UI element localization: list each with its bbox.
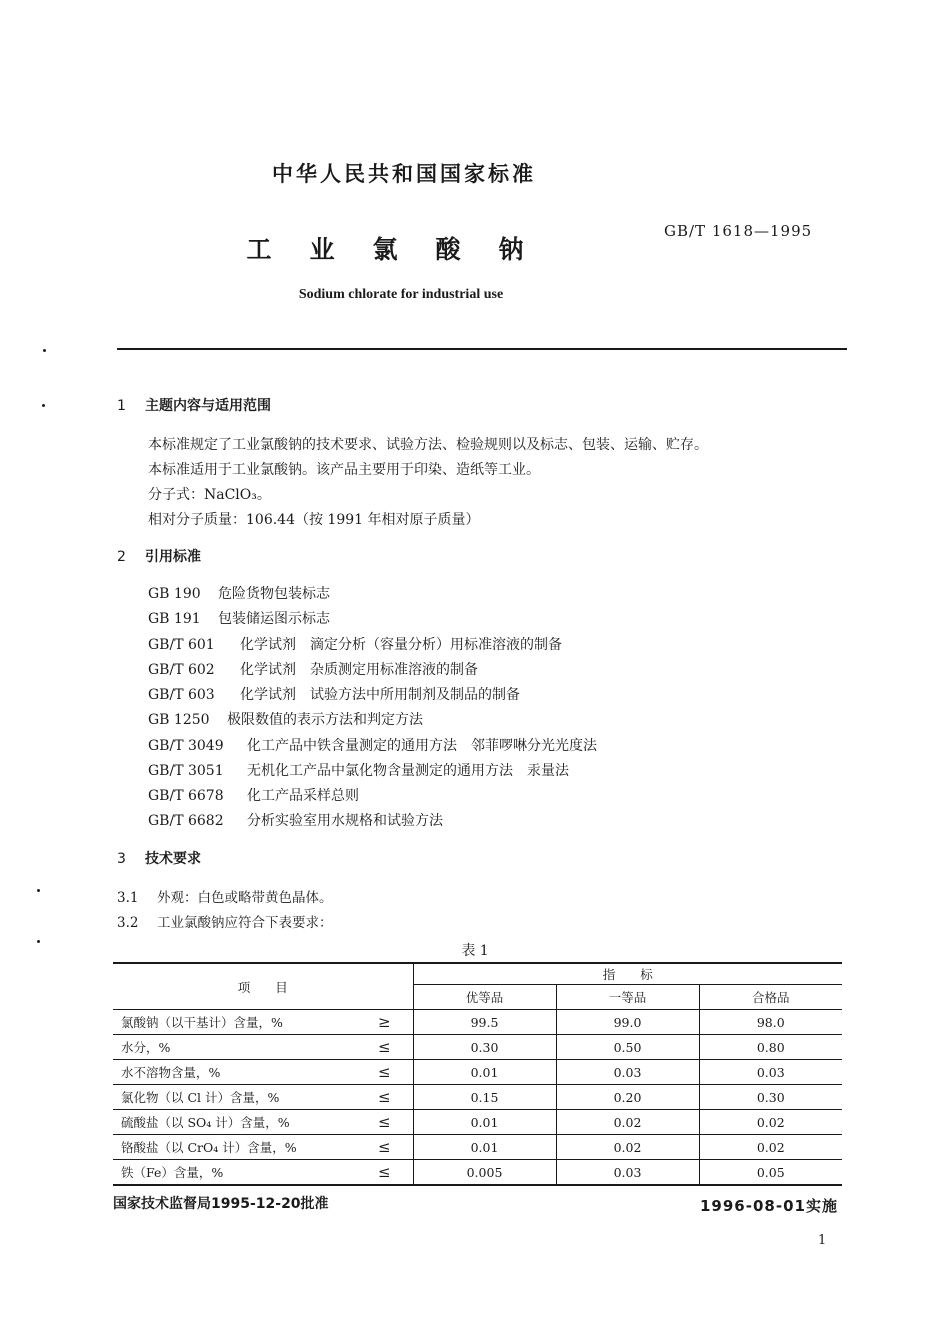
section-number: 2 (117, 549, 126, 565)
table-row (113, 1060, 842, 1085)
header-divider (117, 348, 847, 350)
reference-code: GB/T 603 (148, 687, 215, 703)
standard-code: GB/T 1618—1995 (664, 222, 813, 240)
clause-number: 3.2 (117, 915, 139, 931)
item-name: 硫酸盐（以 SO₄ 计）含量，% (121, 1115, 290, 1130)
index-header: 指 标 (413, 963, 842, 985)
relation-symbol: ≤ (377, 1163, 391, 1181)
scan-speck (37, 889, 40, 892)
reference-title: 包装储运图示标志 (218, 611, 330, 627)
section-1-line: 本标准适用于工业氯酸钠。该产品主要用于印染、造纸等工业。 (148, 462, 540, 478)
value-cell: 99.0 (556, 1010, 699, 1035)
value-cell: 0.50 (556, 1035, 699, 1060)
section-1-line: 相对分子质量：106.44（按 1991 年相对原子质量） (148, 512, 480, 528)
table-row (113, 1135, 842, 1160)
reference-item (148, 737, 597, 755)
reference-code: GB/T 6678 (148, 788, 224, 804)
value-cell: 0.02 (699, 1110, 842, 1135)
table-row (113, 1160, 842, 1186)
reference-title: 危险货物包装标志 (218, 586, 330, 602)
reference-code: GB/T 6682 (148, 813, 224, 829)
table-caption: 表 1 (461, 943, 489, 959)
relation-symbol: ≤ (377, 1038, 391, 1056)
grade-header: 合格品 (699, 985, 842, 1010)
scan-speck (43, 349, 46, 352)
section-number: 3 (117, 851, 126, 867)
reference-title: 无机化工产品中氯化物含量测定的通用方法 汞量法 (247, 763, 569, 779)
value-cell: 0.02 (556, 1135, 699, 1160)
reference-code: GB/T 3051 (148, 763, 224, 779)
value-cell: 0.03 (556, 1160, 699, 1186)
document-title-cn: 工业氯酸钠 (246, 235, 562, 264)
section-title: 引用标准 (145, 549, 201, 565)
reference-item (148, 686, 520, 704)
reference-code: GB/T 601 (148, 637, 215, 653)
item-name: 氯酸钠（以干基计）含量，% (121, 1015, 283, 1030)
reference-title: 分析实验室用水规格和试验方法 (247, 813, 443, 829)
page-number: 1 (818, 1233, 827, 1248)
item-name: 铁（Fe）含量，% (121, 1165, 224, 1180)
reference-item (148, 762, 569, 780)
value-cell: 0.80 (699, 1035, 842, 1060)
reference-title: 极限数值的表示方法和判定方法 (227, 712, 423, 728)
reference-item (148, 585, 330, 603)
value-cell: 0.05 (699, 1160, 842, 1186)
document-title-en: Sodium chlorate for industrial use (298, 287, 504, 302)
scan-speck (42, 404, 45, 407)
value-cell: 0.03 (699, 1060, 842, 1085)
reference-item (148, 711, 423, 729)
item-name: 氯化物（以 Cl 计）含量，% (121, 1090, 280, 1105)
section-title: 技术要求 (145, 851, 201, 867)
reference-title: 化学试剂 试验方法中所用制剂及制品的制备 (240, 687, 520, 703)
reference-code: GB 190 (148, 586, 201, 602)
value-cell: 0.01 (413, 1060, 556, 1085)
section-1-line: 分子式：NaClO₃。 (148, 487, 271, 503)
implementation-line: 1996-08-01实施 (700, 1197, 838, 1215)
section-1-heading (117, 395, 271, 415)
table-row (113, 1010, 842, 1035)
item-name: 水不溶物含量，% (121, 1065, 221, 1080)
grade-header: 一等品 (556, 985, 699, 1010)
grade-header: 优等品 (413, 985, 556, 1010)
national-standard-heading: 中华人民共和国国家标准 (272, 162, 536, 186)
reference-item (148, 812, 443, 830)
value-cell: 0.005 (413, 1160, 556, 1186)
section-2-heading (117, 546, 201, 566)
value-cell: 98.0 (699, 1010, 842, 1035)
value-cell: 0.15 (413, 1085, 556, 1110)
reference-code: GB/T 3049 (148, 738, 224, 754)
relation-symbol: ≥ (377, 1013, 391, 1031)
clause-3-1 (117, 886, 333, 906)
value-cell: 0.30 (699, 1085, 842, 1110)
clause-number: 3.1 (117, 890, 139, 906)
reference-title: 化工产品采样总则 (247, 788, 359, 804)
section-3-heading (117, 848, 201, 868)
item-name: 铬酸盐（以 CrO₄ 计）含量，% (121, 1140, 297, 1155)
spec-table (113, 962, 842, 1186)
value-cell: 0.30 (413, 1035, 556, 1060)
section-title: 主题内容与适用范围 (145, 398, 271, 414)
value-cell: 0.02 (699, 1135, 842, 1160)
reference-title: 化工产品中铁含量测定的通用方法 邻菲啰啉分光光度法 (247, 738, 597, 754)
item-header: 项 目 (237, 979, 288, 995)
table-row (113, 1110, 842, 1135)
reference-item (148, 610, 330, 628)
section-1-line: 本标准规定了工业氯酸钠的技术要求、试验方法、检验规则以及标志、包装、运输、贮存。 (148, 437, 708, 453)
section-number: 1 (117, 398, 126, 414)
value-cell: 0.01 (413, 1135, 556, 1160)
table-row (113, 1085, 842, 1110)
table-row (113, 1035, 842, 1060)
reference-title: 化学试剂 杂质测定用标准溶液的制备 (240, 662, 478, 678)
value-cell: 0.03 (556, 1060, 699, 1085)
reference-code: GB/T 602 (148, 662, 215, 678)
reference-item (148, 636, 562, 654)
reference-code: GB 191 (148, 611, 201, 627)
approval-line: 国家技术监督局1995-12-20批准 (113, 1196, 329, 1212)
clause-3-2 (117, 911, 333, 931)
reference-item (148, 661, 478, 679)
relation-symbol: ≤ (377, 1088, 391, 1106)
item-name: 水分，% (121, 1040, 171, 1055)
reference-title: 化学试剂 滴定分析（容量分析）用标准溶液的制备 (240, 637, 562, 653)
clause-text: 外观：白色或略带黄色晶体。 (157, 890, 333, 906)
reference-item (148, 787, 359, 805)
relation-symbol: ≤ (377, 1138, 391, 1156)
relation-symbol: ≤ (377, 1113, 391, 1131)
value-cell: 0.20 (556, 1085, 699, 1110)
value-cell: 0.02 (556, 1110, 699, 1135)
value-cell: 0.01 (413, 1110, 556, 1135)
value-cell: 99.5 (413, 1010, 556, 1035)
clause-text: 工业氯酸钠应符合下表要求： (157, 915, 333, 931)
relation-symbol: ≤ (377, 1063, 391, 1081)
reference-code: GB 1250 (148, 712, 210, 728)
